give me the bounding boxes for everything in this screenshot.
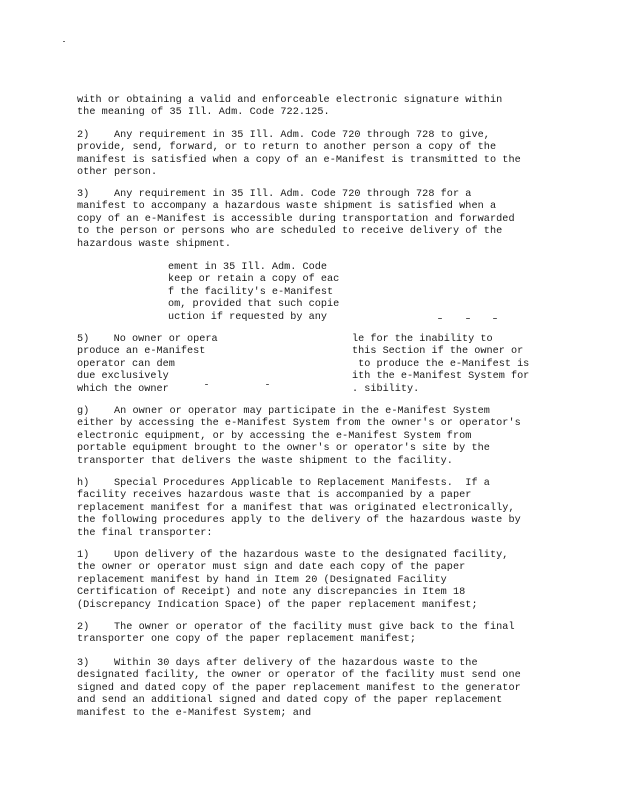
paragraph-5-left: 5) No owner or opera produce an e-Manifest operator can dem due exclusively which the owner — [77, 334, 218, 395]
paragraph-h3: 3) Within 30 days after delivery of the hazardous waste to the designated facility, the owner or operator of the facility must send one signed and dated copy of the paper replacement manifest to the generator and send an additional signed and dated copy of the paper replacement manifest to the e-Manifest System; and — [77, 658, 521, 719]
scan-speck — [266, 384, 269, 385]
paragraph-h1: 1) Upon delivery of the hazardous waste to the designated facility, the owner or operator must sign and date each copy of the paper replacement manifest by hand in Item 20 (Designated Facility Certification of Receipt) and note any discrepancies in Item 18 (Discrepancy Indication Space) of the paper replacement manifest; — [77, 550, 509, 611]
scan-speck — [205, 384, 208, 385]
paragraph-h2: 2) The owner or operator of the facility must give back to the final transporter one copy of the paper replacement manifest; — [77, 622, 515, 646]
paragraph-5-right: le for the inability to this Section if the owner or to produce the e-Manifest is ith the e-Manifest System for . sibility. — [352, 334, 530, 395]
paragraph-2: 2) Any requirement in 35 Ill. Adm. Code 720 through 728 to give, provide, send, forward, or to return to another person a copy of the manifest is satisfied when a copy of an e-Manifest is transmitted to the other person. — [77, 130, 521, 179]
paragraph-g: g) An owner or operator may participate in the e-Manifest System either by accessing the e-Manifest System from the owner's or operator's electronic equipment, or by accessing the e-Manifest System from portable equipment brought to the owner's or operator's site by the transporter that delivers the waste shipment to the facility. — [77, 406, 521, 467]
paragraph-4-fragment: ement in 35 Ill. Adm. Code keep or retain a copy of eac f the facility's e-Manifest om, provided that such copie uction if requested by any — [168, 262, 340, 323]
scan-speck — [63, 41, 65, 42]
paragraph-continuation: with or obtaining a valid and enforceable electronic signature within the meaning of 35 Ill. Adm. Code 722.125. — [77, 95, 503, 119]
scan-speck — [466, 318, 470, 319]
paragraph-h: h) Special Procedures Applicable to Replacement Manifests. If a facility receives hazardous waste that is accompanied by a paper replacement manifest for a manifest that was originated electronically, the following procedures apply to the delivery of the hazardous waste by the final transporter: — [77, 478, 521, 539]
paragraph-3: 3) Any requirement in 35 Ill. Adm. Code 720 through 728 for a manifest to accompany a hazardous waste shipment is satisfied when a copy of an e-Manifest is accessible during transportation and forwarded to the person or persons who are scheduled to receive delivery of the hazardous waste shipment. — [77, 189, 515, 250]
scan-speck — [493, 318, 497, 319]
scan-speck — [438, 318, 442, 319]
